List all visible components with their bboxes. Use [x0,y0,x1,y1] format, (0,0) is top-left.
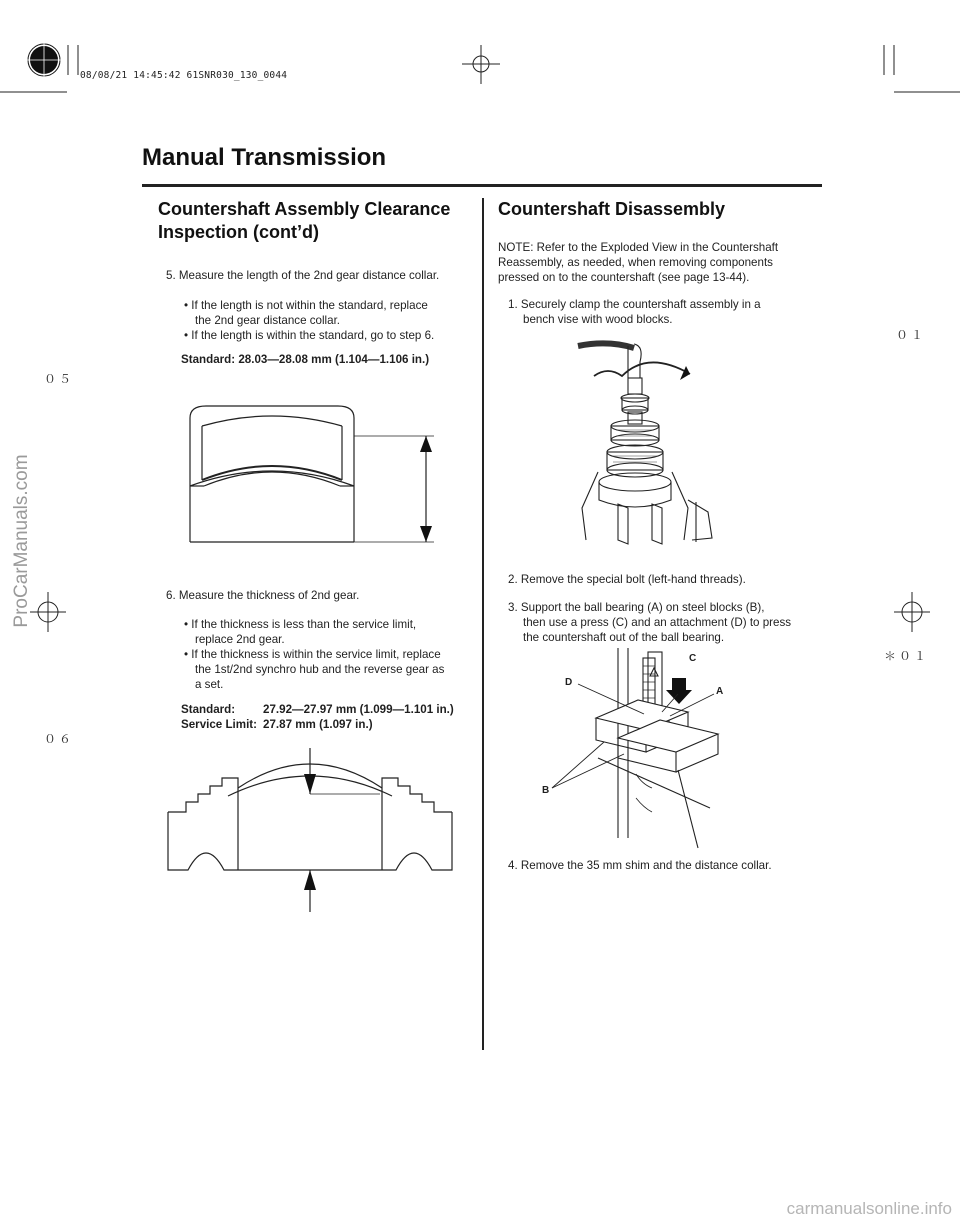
disassembly-step-2: 2. Remove the special bolt (left-hand threads). [508,573,746,586]
countershaft-vise-illustration [578,332,748,552]
second-gear-illustration [166,746,466,916]
margin-code-06: ０６ [44,732,75,746]
step-6-bullet-1: • If the thickness is less than the service limit, replace 2nd gear. [184,618,417,646]
step-6-spec-limit: Service Limit: 27.87 mm (1.097 in.) [181,718,373,731]
column-divider [482,198,484,1050]
step-6-text: 6. Measure the thickness of 2nd gear. [166,589,360,602]
print-timestamp: 08/08/21 14:45:42 61SNR030_130_0044 [80,70,288,81]
disassembly-note: NOTE: Refer to the Exploded View in the Countershaft Reassembly, as needed, when removing components pressed on to the countershaft (see page 13-44). [498,241,779,284]
footer-watermark: carmanualsonline.info [786,1199,952,1218]
margin-code-05: ０５ [44,372,75,386]
callout-b: B [542,785,550,796]
title-rule [142,184,822,187]
callout-d: D [565,677,573,688]
step-5-spec: Standard: 28.03—28.08 mm (1.104—1.106 in.) [181,353,430,366]
left-section-heading: Countershaft Assembly Clearance Inspection (cont’d) [158,199,451,242]
page-title: Manual Transmission [142,144,387,171]
distance-collar-illustration [184,396,464,546]
margin-code-star-01: ＊０１ [884,649,930,663]
disassembly-step-4: 4. Remove the 35 mm shim and the distance collar. [508,859,772,872]
disassembly-step-1: 1. Securely clamp the countershaft assembly in a bench vise with wood blocks. [508,298,761,326]
callout-a: A [716,686,724,697]
disassembly-step-3: 3. Support the ball bearing (A) on steel blocks (B), then use a press (C) and an attachment (D) to press the countershaft out of the ball bearing. [508,601,792,644]
side-watermark: ProCarManuals.com [11,454,32,628]
registration-target-icon [24,40,64,80]
step-5-bullet-2: • If the length is within the standard, go to step 6. [184,329,435,342]
step-5-text: 5. Measure the length of the 2nd gear distance collar. [166,269,440,282]
step-6-spec-standard: Standard: 27.92—27.97 mm (1.099—1.101 in.) [181,703,454,716]
step-5-bullet-1: • If the length is not within the standard, replace the 2nd gear distance collar. [184,299,428,327]
margin-code-01: ０１ [896,328,927,342]
callout-c: C [689,653,697,664]
step-6-bullet-2: • If the thickness is within the service limit, replace the 1st/2nd synchro hub and the reverse gear as a set. [184,648,445,691]
right-section-heading: Countershaft Disassembly [498,199,726,219]
